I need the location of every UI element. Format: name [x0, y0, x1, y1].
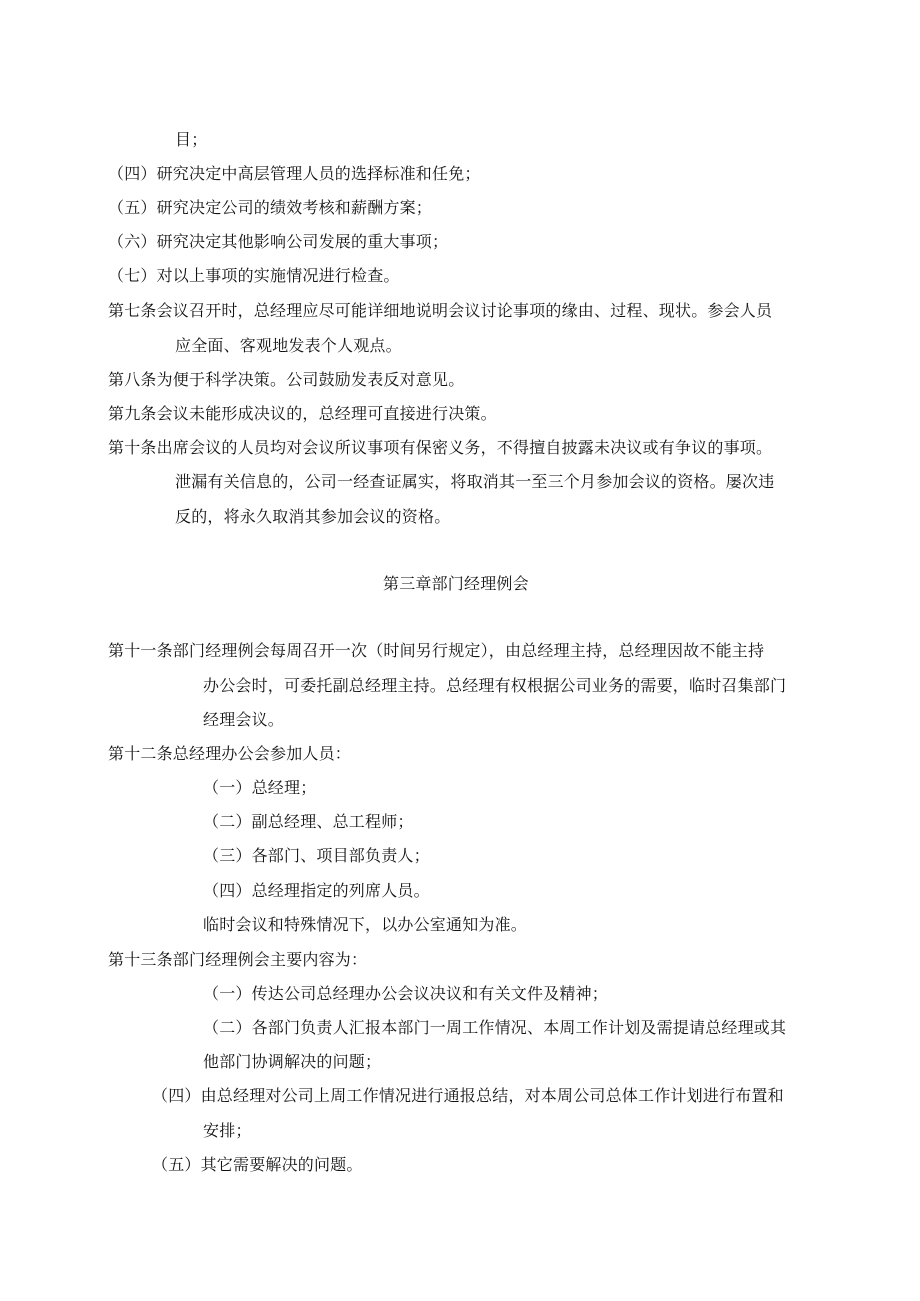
text-line: 第八条为便于科学决策。公司鼓励发表反对意见。	[108, 370, 465, 389]
text-line: （四）由总经理对公司上周工作情况进行通报总结，对本周公司总体工作计划进行布置和	[152, 1086, 784, 1105]
text-line: 应全面、客观地发表个人观点。	[175, 336, 402, 355]
text-line: 办公会时，可委托副总经理主持。总经理有权根据公司业务的需要，临时召集部门	[203, 676, 787, 695]
text-line: （四）总经理指定的列席人员。	[203, 881, 430, 900]
text-line: 第七条会议召开时，总经理应尽可能详细地说明会议讨论事项的缘由、过程、现状。参会人员	[108, 301, 773, 320]
text-line: 反的，将永久取消其参加会议的资格。	[175, 507, 451, 526]
text-line: 第九条会议未能形成决议的，总经理可直接进行决策。	[108, 404, 497, 423]
text-line: （七）对以上事项的实施情况进行检查。	[108, 266, 400, 285]
text-line: 目；	[175, 130, 208, 149]
text-line: 第十条出席会议的人员均对会议所议事项有保密义务，不得擅自披露未决议或有争议的事项。	[108, 438, 773, 457]
text-line: （二）副总经理、总工程师；	[203, 812, 414, 831]
text-line: （四）研究决定中高层管理人员的选择标准和任免；	[108, 164, 481, 183]
text-line: 他部门协调解决的问题；	[203, 1052, 382, 1071]
text-line: 第十三条部门经理例会主要内容为：	[108, 950, 368, 969]
text-line: （二）各部门负责人汇报本部门一周工作情况、本周工作计划及需提请总经理或其	[203, 1018, 787, 1037]
text-line: （六）研究决定其他影响公司发展的重大事项；	[108, 232, 449, 251]
text-line: （五）研究决定公司的绩效考核和薪酬方案；	[108, 198, 433, 217]
text-line: 安排；	[203, 1121, 252, 1140]
chapter-heading: 第三章部门经理例会	[383, 574, 529, 593]
text-line: 第十一条部门经理例会每周召开一次（时间另行规定），由总经理主持，总经理因故不能主持	[108, 641, 765, 660]
text-line: （三）各部门、项目部负责人；	[203, 846, 430, 865]
text-line: （五）其它需要解决的问题。	[152, 1155, 363, 1174]
text-line: （一）总经理；	[203, 778, 317, 797]
text-line: 泄漏有关信息的，公司一经查证属实，将取消其一至三个月参加会议的资格。屡次违	[175, 472, 775, 491]
text-line: （一）传达公司总经理办公会议决议和有关文件及精神；	[203, 984, 609, 1003]
text-line: 经理会议。	[203, 710, 285, 729]
text-line: 临时会议和特殊情况下，以办公室通知为准。	[203, 915, 528, 934]
text-line: 第十二条总经理办公会参加人员：	[108, 744, 352, 763]
